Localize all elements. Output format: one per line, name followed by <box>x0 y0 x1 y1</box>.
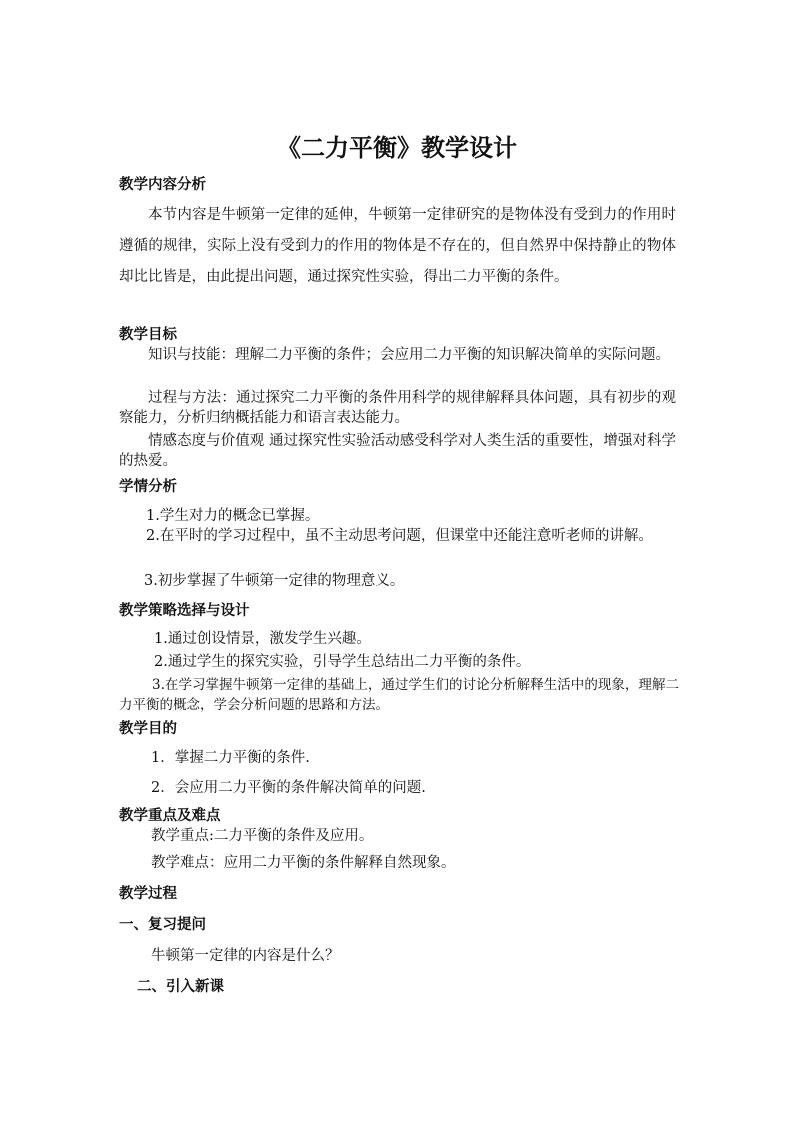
section-heading-content-analysis: 教学内容分析 <box>119 176 206 193</box>
section-heading-focus: 教学重点及难点 <box>119 807 221 824</box>
section-heading-process: 教学过程 <box>119 885 177 902</box>
strategy-item: 2.通过学生的探究实验，引导学生总结出二力平衡的条件。 <box>154 654 531 670</box>
strategy-item: 1.通过创设情景，激发学生兴趣。 <box>154 631 371 647</box>
student-item: 1.学生对力的概念已掌握。 <box>146 508 320 524</box>
goal-item: 过程与方法：通过探究二力平衡的条件用科学的规律解释具体问题，具有初步的观察能力，分析归纳概括能力和语言表达能力。 <box>119 390 676 426</box>
purpose-item: 1．掌握二力平衡的条件. <box>151 750 310 766</box>
document-title: 《二力平衡》教学设计 <box>277 133 517 162</box>
section-heading-students: 学情分析 <box>119 478 177 495</box>
content-analysis-paragraph: 本节内容是牛顿第一定律的延伸，牛顿第一定律研究的是物体没有受到力的作用时遵循的规律，实际上没有受到力的作用的物体是不存在的，但自然界中保持静止的物体却比比皆是，由此提出问题，通过探究性实验，得出二力平衡的条件。 <box>119 207 676 285</box>
process-step-heading: 一、复习提问 <box>119 916 206 933</box>
process-step-heading: 二、引入新课 <box>137 978 224 995</box>
student-item: 2.在平时的学习过程中，虽不主动思考问题，但课堂中还能注意听老师的讲解。 <box>146 528 653 544</box>
student-item: 3.初步掌握了牛顿第一定律的物理意义。 <box>144 573 405 589</box>
process-step-body: 牛顿第一定律的内容是什么？ <box>151 948 340 964</box>
focus-item: 教学难点：应用二力平衡的条件解释自然现象。 <box>151 855 456 871</box>
goal-item: 情感态度与价值观 通过探究性实验活动感受科学对人类生活的重要性，增强对科学的热爱。 <box>119 433 676 469</box>
strategy-item: 3.在学习掌握牛顿第一定律的基础上，通过学生们的讨论分析解释生活中的现象，理解二力平衡的概念，学会分析问题的思路和方法。 <box>119 677 679 713</box>
purpose-item: 2．会应用二力平衡的条件解决简单的问题. <box>151 780 426 796</box>
section-heading-strategy: 教学策略选择与设计 <box>119 602 250 619</box>
goal-item: 知识与技能：理解二力平衡的条件；会应用二力平衡的知识解决简单的实际问题。 <box>148 347 670 363</box>
section-heading-goals: 教学目标 <box>119 326 177 343</box>
focus-item: 教学重点:二力平衡的条件及应用。 <box>151 828 374 844</box>
section-heading-purpose: 教学目的 <box>119 720 177 737</box>
